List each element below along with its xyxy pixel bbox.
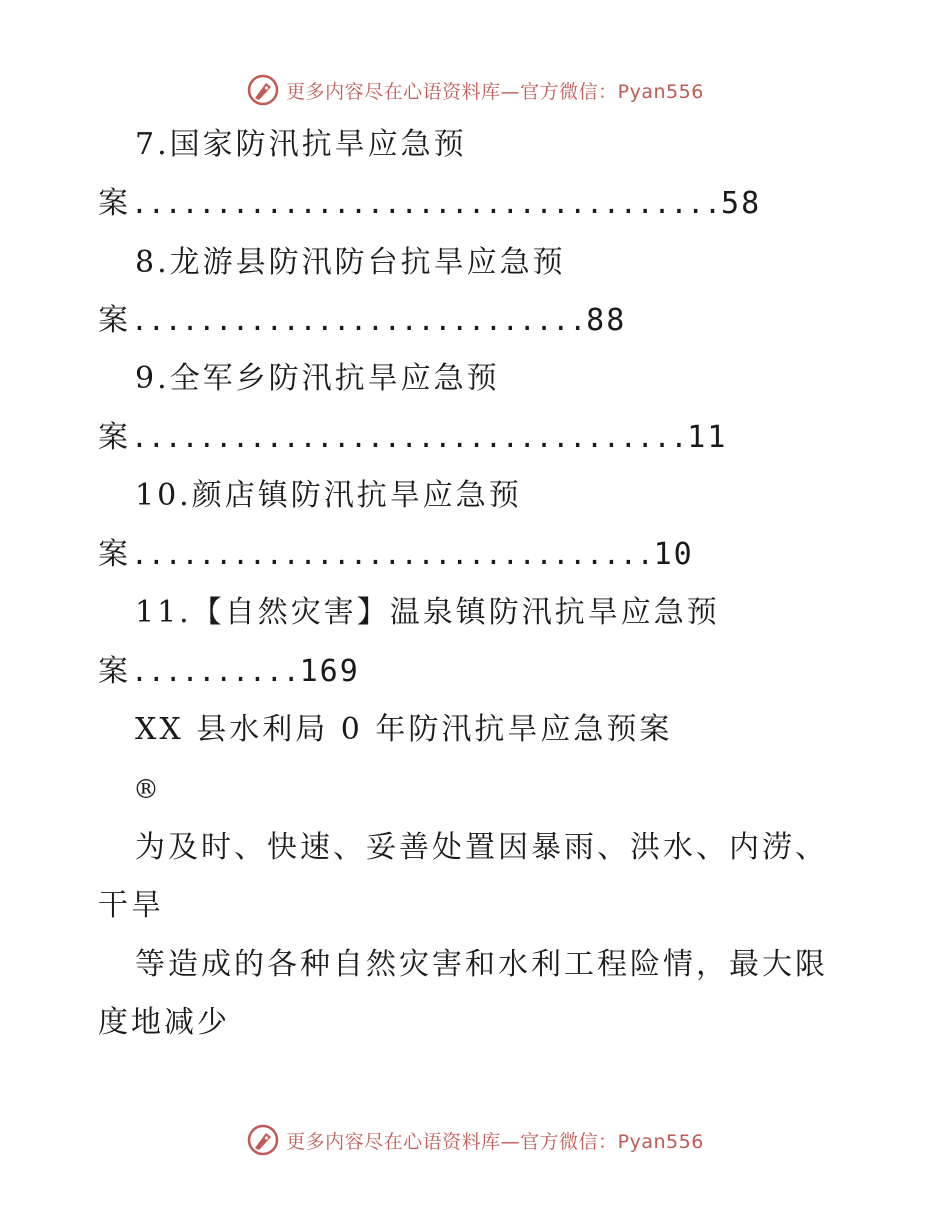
toc-entry-title: 10.颜店镇防汛抗旱应急预: [135, 478, 522, 513]
registered-symbol: ®: [133, 775, 159, 805]
pen-nib-logo-icon: [246, 1123, 280, 1157]
toc-continued-text: 案: [98, 186, 131, 221]
toc-entry-leader: [98, 301, 626, 341]
toc-dot-leader: ...............................: [131, 538, 654, 571]
toc-entry-title: 8.龙游县防汛防台抗旱应急预: [135, 245, 566, 280]
toc-continued-text: 案: [98, 537, 131, 572]
footer-banner: [0, 1120, 950, 1160]
pen-nib-logo-icon: [246, 73, 280, 107]
toc-continued-text: 案: [98, 303, 131, 338]
banner-text: 更多内容尽在心语资料库—官方微信：Pyan556: [286, 80, 704, 103]
toc-entry-leader: [98, 418, 727, 458]
header-banner: [0, 70, 950, 110]
toc-entry-leader: [98, 652, 360, 692]
toc-entry-title: 7.国家防汛抗旱应急预: [135, 127, 467, 162]
toc-page-number: 10: [653, 537, 694, 572]
toc-entry-leader: [98, 535, 694, 575]
document-title: XX 县水利局 0 年防汛抗旱应急预案: [135, 712, 673, 747]
paragraph-line: 为及时、快速、妥善处置因暴雨、洪水、内涝、: [135, 830, 828, 865]
paragraph-line: 干旱: [98, 888, 164, 923]
paragraph-line: 等造成的各种自然灾害和水利工程险情，最大限: [135, 947, 828, 982]
toc-entry-leader: [98, 184, 761, 224]
toc-dot-leader: ..........: [131, 655, 300, 688]
paragraph-line: 度地减少: [98, 1005, 230, 1040]
toc-dot-leader: ...........................: [131, 304, 587, 337]
toc-dot-leader: ...................................: [131, 187, 722, 220]
toc-continued-text: 案: [98, 420, 131, 455]
toc-dot-leader: .................................: [131, 421, 688, 454]
banner-text: 更多内容尽在心语资料库—官方微信：Pyan556: [286, 1130, 704, 1153]
toc-page-number: 58: [721, 186, 762, 221]
toc-page-number: 11: [687, 420, 728, 455]
toc-page-number: 169: [299, 654, 360, 689]
toc-continued-text: 案: [98, 654, 131, 689]
toc-entry-title: 9.全军乡防汛抗旱应急预: [135, 361, 500, 396]
toc-entry-title: 11.【自然灾害】温泉镇防汛抗旱应急预: [135, 595, 720, 630]
toc-page-number: 88: [586, 303, 627, 338]
